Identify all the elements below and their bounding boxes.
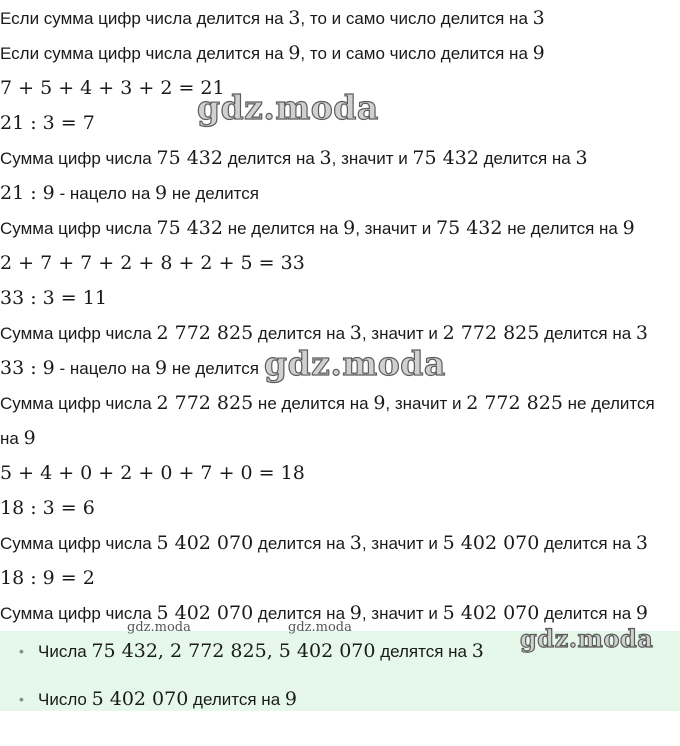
math-expression: 3 (288, 7, 301, 29)
math-expression: 33 : 3 = 11 (0, 287, 107, 309)
math-expression: 3 (532, 7, 545, 29)
math-expression: 3 (635, 322, 648, 344)
math-expression: 3 (319, 147, 332, 169)
text-fragment: не делится (167, 359, 259, 378)
text-line (0, 176, 259, 211)
summary-text (38, 681, 297, 718)
text-fragment: делится на (539, 324, 636, 343)
math-expression: 9 (532, 42, 545, 64)
math-expression: 21 : 3 = 7 (0, 112, 95, 134)
text-line (0, 106, 95, 141)
math-expression: 75 432 (156, 147, 223, 169)
watermark-logo: gdz.moda (264, 344, 446, 383)
text-line (0, 36, 545, 71)
text-fragment: Если сумма цифр числа делится на (0, 9, 289, 28)
watermark-text: gdz.moda (127, 620, 191, 635)
math-expression: 9 (349, 602, 362, 624)
text-fragment: Сумма цифр числа (0, 219, 157, 238)
text-fragment: делится на (188, 690, 285, 709)
text-fragment: делится на (253, 324, 350, 343)
math-expression: 33 : 9 (0, 357, 55, 379)
math-expression: 5 402 070 (91, 688, 189, 710)
math-expression: 75 432 (412, 147, 479, 169)
math-expression: 5 402 070 (442, 602, 540, 624)
math-expression: 3 (349, 532, 362, 554)
math-expression: 9 (155, 182, 168, 204)
watermark-logo: gdz.moda (520, 624, 654, 653)
text-fragment: - нацело на (54, 359, 155, 378)
math-expression: 2 772 825 (442, 322, 540, 344)
text-fragment: - нацело на (54, 184, 155, 203)
math-expression: 75 432, 2 772 825, 5 402 070 (91, 640, 376, 662)
math-expression: 9 (284, 688, 297, 710)
text-fragment: не делится (562, 394, 655, 413)
text-fragment: не делится (167, 184, 259, 203)
text-fragment: Число (38, 690, 92, 709)
math-expression: 18 : 3 = 6 (0, 497, 95, 519)
math-expression: 9 (23, 427, 36, 449)
math-expression: 2 + 7 + 7 + 2 + 8 + 2 + 5 = 33 (0, 252, 305, 274)
math-expression: 9 (373, 392, 386, 414)
text-line (0, 246, 305, 281)
math-expression: 2 772 825 (466, 392, 563, 414)
text-fragment: Сумма цифр числа (0, 534, 157, 553)
text-line (0, 141, 588, 176)
watermark-logo: gdz.moda (197, 88, 379, 127)
text-fragment: Сумма цифр числа (0, 394, 157, 413)
text-fragment: Сумма цифр числа (0, 604, 157, 623)
text-fragment: , значит и (361, 324, 443, 343)
text-line (0, 71, 225, 106)
text-fragment: делится на (253, 534, 350, 553)
bullet-icon: • (19, 691, 24, 707)
text-line (0, 561, 95, 596)
text-line (0, 386, 655, 421)
math-expression: 5 + 4 + 0 + 2 + 0 + 7 + 0 = 18 (0, 462, 305, 484)
math-expression: 9 (288, 42, 301, 64)
math-expression: 5 402 070 (442, 532, 540, 554)
text-fragment: , то и само число делится на (300, 44, 533, 63)
text-fragment: Сумма цифр числа (0, 324, 157, 343)
text-fragment: Сумма цифр числа (0, 149, 157, 168)
math-expression: 3 (575, 147, 588, 169)
text-fragment: делится на (222, 149, 320, 168)
bullet-icon: • (19, 643, 24, 659)
text-fragment: делится на (539, 604, 636, 623)
text-fragment: Числа (38, 642, 92, 661)
math-expression: 5 402 070 (156, 532, 254, 554)
text-fragment: , значит и (361, 604, 443, 623)
text-fragment: , значит и (355, 219, 436, 238)
text-fragment: , то и само число делится на (300, 9, 533, 28)
text-fragment: делятся на (375, 642, 472, 661)
math-expression: 5 402 070 (156, 602, 254, 624)
summary-text (38, 633, 484, 670)
math-expression: 9 (622, 217, 635, 239)
text-line (0, 456, 305, 491)
math-expression: 3 (349, 322, 362, 344)
text-line (0, 211, 635, 246)
text-fragment: делится на (539, 534, 636, 553)
math-expression: 9 (155, 357, 168, 379)
math-expression: 3 (471, 640, 484, 662)
math-expression: 3 (635, 532, 648, 554)
math-expression: 75 432 (156, 217, 223, 239)
text-line (0, 281, 107, 316)
text-line (0, 351, 259, 386)
math-expression: 9 (343, 217, 356, 239)
text-fragment: делится на (478, 149, 576, 168)
text-fragment: не делится на (502, 219, 623, 238)
math-expression: 2 772 825 (156, 392, 254, 414)
text-fragment: Если сумма цифр числа делится на (0, 44, 289, 63)
watermark-text: gdz.moda (288, 620, 352, 635)
text-fragment: на (0, 429, 24, 448)
text-line (0, 421, 36, 456)
math-expression: 7 + 5 + 4 + 3 + 2 = 21 (0, 77, 225, 99)
text-line (0, 491, 95, 526)
math-expression: 21 : 9 (0, 182, 55, 204)
math-expression: 2 772 825 (156, 322, 254, 344)
text-line (0, 1, 545, 36)
math-expression: 18 : 9 = 2 (0, 567, 95, 589)
math-expression: 75 432 (435, 217, 503, 239)
text-line (0, 526, 648, 561)
text-fragment: не делится на (222, 219, 344, 238)
text-fragment: , значит и (385, 394, 467, 413)
text-fragment: , значит и (361, 534, 443, 553)
math-expression: 9 (635, 602, 648, 624)
text-fragment: , значит и (331, 149, 413, 168)
text-fragment: делится на (253, 604, 350, 623)
text-fragment: не делится на (253, 394, 374, 413)
